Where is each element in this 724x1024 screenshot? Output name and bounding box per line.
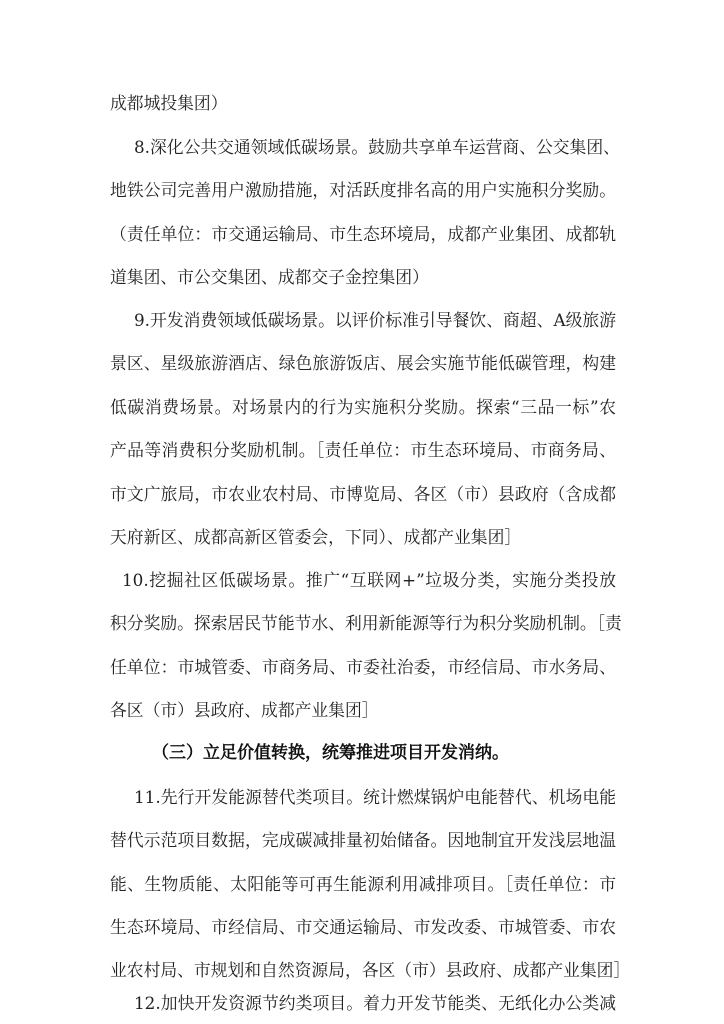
paragraph-line: 低碳消费场景。对场景内的行为实施积分奖励。探索“三品一标”农 [110, 397, 616, 417]
paragraph-line: 替代示范项目数据，完成碳减排量初始储备。因地制宜开发浅层地温 [110, 830, 616, 850]
paragraph-line: 10.挖掘社区低碳场景。推广“互联网+”垃圾分类，实施分类投放 [122, 570, 616, 590]
section-heading: （三）立足价值转换，统筹推进项目开发消纳。 [152, 743, 509, 763]
paragraph-line: 9.开发消费领域低碳场景。以评价标准引导餐饮、商超、A级旅游 [134, 310, 616, 330]
paragraph-line: 任单位：市城管委、市商务局、市委社治委，市经信局、市水务局、 [110, 657, 616, 677]
paragraph-line: 能、生物质能、太阳能等可再生能源利用减排项目。［责任单位：市 [110, 874, 616, 894]
paragraph-line: （责任单位：市交通运输局、市生态环境局，成都产业集团、成都轨 [110, 224, 616, 244]
paragraph-line: 地铁公司完善用户激励措施，对活跃度排名高的用户实施积分奖励。 [110, 180, 616, 200]
paragraph-line: 产品等消费积分奖励机制。［责任单位：市生态环境局、市商务局、 [110, 440, 616, 460]
paragraph-line: 景区、星级旅游酒店、绿色旅游饭店、展会实施节能低碳管理，构建 [110, 353, 616, 373]
paragraph-line: 成都城投集团） [110, 93, 228, 113]
paragraph-line: 11.先行开发能源替代类项目。统计燃煤锅炉电能替代、机场电能 [134, 787, 616, 807]
paragraph-line: 市文广旅局，市农业农村局、市博览局、各区（市）县政府（含成都 [110, 484, 616, 504]
paragraph-line: 积分奖励。探索居民节能节水、利用新能源等行为积分奖励机制。［责 [110, 613, 622, 633]
paragraph-line: 各区（市）县政府、成都产业集团］ [110, 700, 379, 720]
paragraph-line: 道集团、市公交集团、成都交子金控集团） [110, 267, 429, 287]
paragraph-line: 生态环境局、市经信局、市交通运输局、市发改委、市城管委、市农 [110, 917, 616, 937]
paragraph-line: 天府新区、成都高新区管委会，下同）、成都产业集团］ [110, 527, 522, 547]
paragraph-line: 8.深化公共交通领域低碳场景。鼓励共享单车运营商、公交集团、 [134, 137, 620, 157]
paragraph-line: 业农村局、市规划和自然资源局，各区（市）县政府、成都产业集团］ [110, 960, 631, 980]
paragraph-line: 12.加快开发资源节约类项目。着力开发节能类、无纸化办公类减 [134, 993, 616, 1013]
